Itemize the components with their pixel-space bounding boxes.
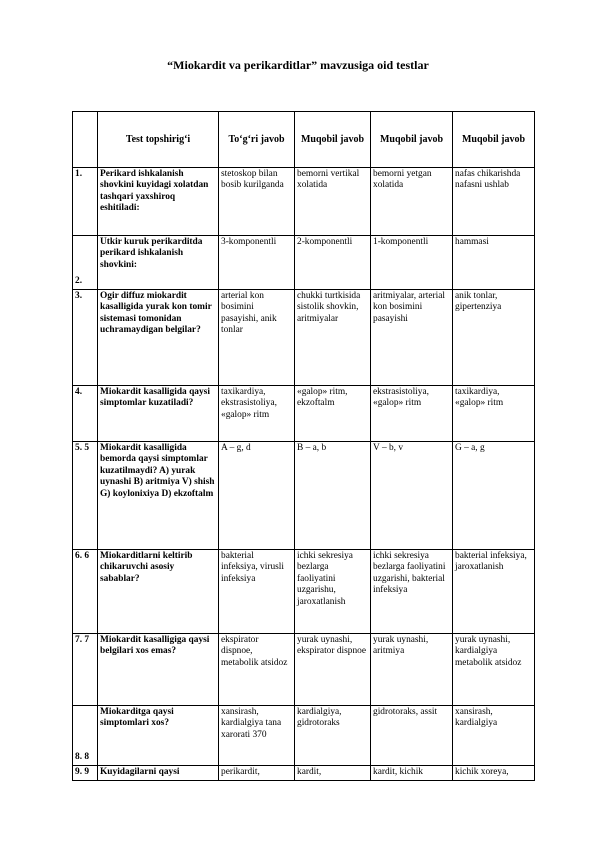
alt-answer-3: bakterial infeksiya, jaroxatlanish (453, 550, 535, 634)
row-number: 1. (73, 168, 98, 236)
correct-answer: ekspirator dispnoe, metabolik atsidoz (219, 634, 295, 706)
row-number: 2. (73, 236, 98, 290)
question-cell: Kuyidagilarni qaysi (98, 766, 219, 781)
table-row (73, 290, 535, 386)
alt-answer-2: gidrotoraks, assit (371, 706, 453, 766)
question-cell: Miokarditga qaysi simptomlari xos? (98, 706, 219, 766)
correct-answer: taxikardiya, ekstrasistoliya, «galop» ritm (219, 386, 295, 442)
table-row (73, 236, 535, 290)
alt-answer-1: yurak uynashi, ekspirator dispnoe (295, 634, 371, 706)
correct-answer: 3-komponentli (219, 236, 295, 290)
alt-answer-1: chukki turtkisida sistolik shovkin, aritmiyalar (295, 290, 371, 386)
table-row (73, 634, 535, 706)
alt-answer-1: «galop» ritm, ekzoftalm (295, 386, 371, 442)
alt-answer-3: taxikardiya, «galop» ritm (453, 386, 535, 442)
alt-answer-2: 1-komponentli (371, 236, 453, 290)
table-row (73, 442, 535, 550)
alt-answer-2: V – b, v (371, 442, 453, 550)
correct-answer: perikardit, (219, 766, 295, 781)
row-number: 3. (73, 290, 98, 386)
alt-answer-2: bemorni yetgan xolatida (371, 168, 453, 236)
row-number: 5. 5 (73, 442, 98, 550)
alt-answer-1: B – a, b (295, 442, 371, 550)
alt-answer-2: yurak uynashi, aritmiya (371, 634, 453, 706)
header-alt-3: Muqobil javob (453, 112, 535, 168)
question-cell: Utkir kuruk perikarditda perikard ishkalanish shovkini: (98, 236, 219, 290)
alt-answer-3: yurak uynashi, kardialgiya metabolik atsidoz (453, 634, 535, 706)
row-number: 6. 6 (73, 550, 98, 634)
alt-answer-3: xansirash, kardialgiya (453, 706, 535, 766)
question-cell: Miokardit kasalligida qaysi simptomlar kuzatiladi? (98, 386, 219, 442)
header-num (73, 112, 98, 168)
test-table (72, 111, 535, 781)
header-alt-2: Muqobil javob (371, 112, 453, 168)
alt-answer-3: anik tonlar, gipertenziya (453, 290, 535, 386)
correct-answer: stetoskop bilan bosib kurilganda (219, 168, 295, 236)
alt-answer-3: hammasi (453, 236, 535, 290)
question-cell: Miokardit kasalligida bemorda qaysi simptomlar kuzatilmaydi? A) yurak uynashi B) aritmiya V) shish G) koylonixiya D) ekzoftalm (98, 442, 219, 550)
table-row (73, 550, 535, 634)
header-correct: To‘g‘ri javob (219, 112, 295, 168)
row-number: 9. 9 (73, 766, 98, 781)
question-cell: Perikard ishkalanish shovkini kuyidagi xolatdan tashqari yaxshiroq eshitiladi: (98, 168, 219, 236)
question-cell: Ogir diffuz miokardit kasalligida yurak kon tomir sistemasi tomonidan uchramaydigan belgilar? (98, 290, 219, 386)
alt-answer-2: aritmiyalar, arterial kon bosimini pasayishi (371, 290, 453, 386)
row-number: 8. 8 (73, 706, 98, 766)
alt-answer-1: kardit, (295, 766, 371, 781)
correct-answer: A – g, d (219, 442, 295, 550)
alt-answer-1: bemorni vertikal xolatida (295, 168, 371, 236)
page-title: “Miokardit va perikarditlar” mavzusiga oid testlar (167, 58, 429, 72)
correct-answer: xansirash, kardialgiya tana xarorati 370 (219, 706, 295, 766)
correct-answer: arterial kon bosimini pasayishi, anik tonlar (219, 290, 295, 386)
alt-answer-1: ichki sekresiya bezlarga faoliyatini uzgarishu, jaroxatlanish (295, 550, 371, 634)
alt-answer-2: ichki sekresiya bezlarga faoliyatini uzgarishi, bakterial infeksiya (371, 550, 453, 634)
table-row (73, 168, 535, 236)
row-number: 7. 7 (73, 634, 98, 706)
table-row (73, 386, 535, 442)
alt-answer-2: kardit, kichik (371, 766, 453, 781)
alt-answer-3: G – a, g (453, 442, 535, 550)
header-row (73, 112, 535, 168)
header-question: Test topshirig‘i (98, 112, 219, 168)
correct-answer: bakterial infeksiya, virusli infeksiya (219, 550, 295, 634)
header-alt-1: Muqobil javob (295, 112, 371, 168)
alt-answer-3: kichik xoreya, (453, 766, 535, 781)
alt-answer-1: 2-komponentli (295, 236, 371, 290)
table-row (73, 706, 535, 766)
table-row (73, 766, 535, 781)
alt-answer-1: kardialgiya, gidrotoraks (295, 706, 371, 766)
alt-answer-3: nafas chikarishda nafasni ushlab (453, 168, 535, 236)
question-cell: Miokardit kasalligiga qaysi belgilari xos emas? (98, 634, 219, 706)
question-cell: Miokarditlarni keltirib chikaruvchi asosiy sabablar? (98, 550, 219, 634)
alt-answer-2: ekstrasistoliya, «galop» ritm (371, 386, 453, 442)
row-number: 4. (73, 386, 98, 442)
